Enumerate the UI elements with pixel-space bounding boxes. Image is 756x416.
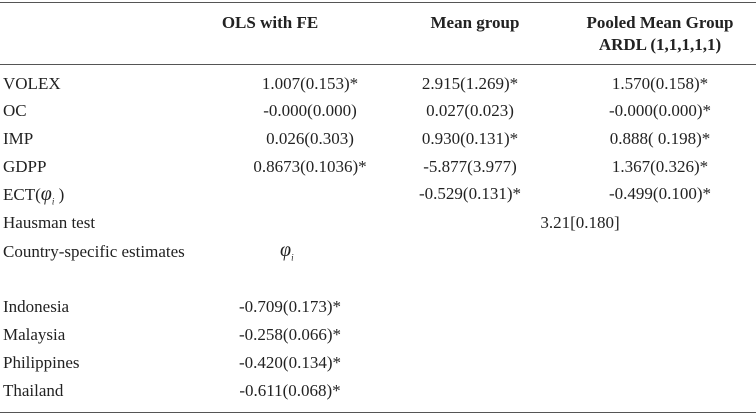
row-label-imp: IMP [3,129,34,148]
cell-hausman-value: 3.21[0.180] [540,213,620,232]
header-mean-group: Mean group [430,13,520,32]
cell-oc-pmg: -0.000(0.000)* [609,101,711,120]
cell-gdpp-mg: -5.877(3.977) [423,157,517,176]
cell-volex-pmg: 1.570(0.158)* [611,74,709,93]
header-pooled-mean-group: Pooled Mean Group [586,13,734,32]
ect-prefix: ECT( [3,185,41,204]
row-label-country-specific: Country-specific estimates [3,242,185,261]
cell-philippines: -0.420(0.134)* [239,353,341,372]
cell-imp-mg: 0.930(0.131)* [421,129,519,148]
cell-ect-pmg: -0.499(0.100)* [609,184,711,203]
row-label-volex: VOLEX [3,74,61,93]
cell-ect-mg: -0.529(0.131)* [419,184,521,203]
ect-suffix: ) [54,185,65,204]
phi-symbol: φ [280,239,292,261]
cell-oc-mg: 0.027(0.023) [426,101,514,120]
row-label-gdpp: GDPP [3,157,47,176]
cell-gdpp-pmg: 1.367(0.326)* [611,157,709,176]
cell-volex-mg: 2.915(1.269)* [421,74,519,93]
row-label-philippines: Philippines [3,353,80,372]
phi-symbol: φ [40,183,52,205]
cell-gdpp-ols: 0.8673(0.1036)* [253,157,367,176]
row-label-oc: OC [3,101,27,120]
table-top-rule [0,2,756,3]
cell-imp-pmg: 0.888( 0.198)* [609,129,711,148]
row-label-malaysia: Malaysia [3,325,66,344]
cell-thailand: -0.611(0.068)* [239,381,341,400]
cell-imp-ols: 0.026(0.303) [266,129,354,148]
header-ardl-spec: ARDL (1,1,1,1,1) [598,35,722,54]
table-bottom-rule [0,412,756,413]
cell-volex-ols: 1.007(0.153)* [261,74,359,93]
header-ols-with-fe: OLS with FE [221,13,319,32]
country-specific-phi [280,240,294,267]
row-label-indonesia: Indonesia [3,297,70,316]
row-label-ect [3,184,64,211]
header-bottom-rule [0,64,756,65]
phi-subscript: i [51,196,55,207]
row-label-hausman: Hausman test [3,213,96,232]
phi-subscript: i [291,252,294,263]
row-label-thailand: Thailand [3,381,64,400]
cell-indonesia: -0.709(0.173)* [239,297,341,316]
cell-oc-ols: -0.000(0.000) [263,101,357,120]
cell-malaysia: -0.258(0.066)* [239,325,341,344]
